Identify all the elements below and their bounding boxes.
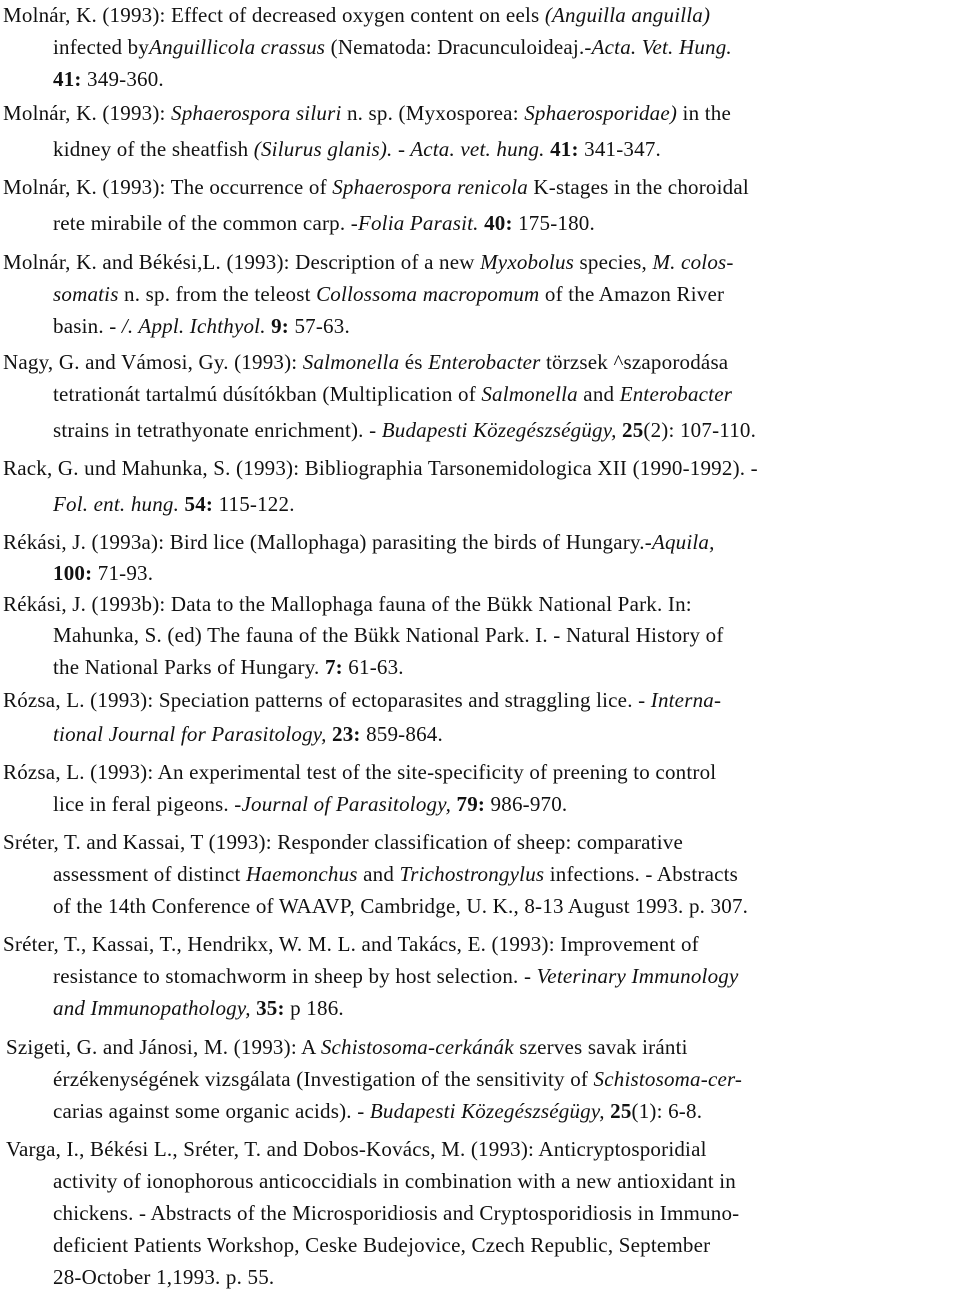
reference-continuation-line bbox=[53, 792, 567, 816]
reference-text: Rack, G. und Mahunka, S. (1993): Bibliographia Tarsonemidologica XII (1990-1992). - bbox=[3, 456, 758, 480]
reference-text: (Nematoda: Dracunculoideaj.- bbox=[325, 35, 592, 59]
reference-first-line bbox=[3, 688, 721, 712]
italic-text: Enterobacter bbox=[619, 382, 733, 406]
reference-continuation-line bbox=[53, 862, 738, 886]
reference-continuation-line bbox=[53, 211, 595, 235]
reference-continuation-line bbox=[53, 964, 739, 988]
reference-text: species, bbox=[574, 250, 653, 274]
italic-text: -Journal of Parasitology, bbox=[234, 792, 452, 816]
reference-text: the National Parks of Hungary. bbox=[53, 655, 325, 679]
reference-text: 115-122. bbox=[213, 492, 295, 516]
volume-number: 23: bbox=[332, 722, 361, 746]
reference-continuation-line bbox=[53, 1067, 742, 1091]
reference-first-line bbox=[3, 932, 699, 956]
reference-text: Molnár, K. (1993): Effect of decreased oxygen content on eels bbox=[3, 3, 545, 27]
italic-text: Enterobacter bbox=[428, 350, 541, 374]
reference-text: Rózsa, L. (1993): An experimental test of the site-specificity of preening to control bbox=[3, 760, 717, 784]
reference-text: rete mirabile of the common carp. bbox=[53, 211, 351, 235]
reference-continuation-line bbox=[53, 382, 732, 406]
italic-text: (Silurus glanis). - Acta. vet. hung. bbox=[253, 137, 545, 161]
italic-text: Sphaerospora renicola bbox=[332, 175, 528, 199]
italic-text: Schistosoma-cer- bbox=[593, 1067, 743, 1091]
reference-text: és bbox=[399, 350, 429, 374]
reference-text: assessment of distinct bbox=[53, 862, 246, 886]
reference-text: Rékási, J. (1993b): Data to the Mallophaga fauna of the Bükk National Park. In: bbox=[3, 592, 692, 616]
reference-text: 986-970. bbox=[485, 792, 568, 816]
italic-text: M. colos- bbox=[652, 250, 734, 274]
reference-text: carias against some organic acids). - bbox=[53, 1099, 370, 1123]
italic-text: Myxobolus bbox=[480, 250, 575, 274]
italic-text: Collossoma macropomum bbox=[316, 282, 540, 306]
reference-text: érzékenységének vizsgálata (Investigation of the sensitivity of bbox=[53, 1067, 594, 1091]
reference-first-line bbox=[6, 1035, 688, 1059]
reference-continuation-line bbox=[53, 1265, 274, 1289]
italic-text: Fol. ent. hung. bbox=[53, 492, 180, 516]
italic-text: Veterinary Immunology bbox=[536, 964, 739, 988]
reference-text: resistance to stomachworm in sheep by host selection. - bbox=[53, 964, 537, 988]
reference-text: activity of ionophorous anticoccidials in combination with a new antioxidant in bbox=[53, 1169, 736, 1193]
reference-text: n. sp. from the teleost bbox=[118, 282, 317, 306]
reference-first-line bbox=[3, 530, 715, 554]
reference-text: in the bbox=[677, 101, 731, 125]
reference-continuation-line bbox=[53, 35, 732, 59]
reference-text: deficient Patients Workshop, Ceske Budejovice, Czech Republic, September bbox=[53, 1233, 711, 1257]
reference-continuation-line bbox=[53, 561, 153, 585]
reference-first-line bbox=[3, 830, 683, 854]
reference-continuation-line bbox=[53, 1233, 710, 1257]
volume-number: 9: bbox=[271, 314, 290, 338]
reference-continuation-line bbox=[53, 722, 443, 746]
reference-text: Sréter, T. and Kassai, T (1993): Responder classification of sheep: comparative bbox=[3, 830, 683, 854]
italic-text: (Anguilla anguilla) bbox=[544, 3, 711, 27]
volume-number: 7: bbox=[324, 655, 343, 679]
reference-text: Varga, I., Békési L., Sréter, T. and Dobos-Kovács, M. (1993): Anticryptosporidial bbox=[6, 1137, 707, 1161]
italic-text: Sphaerospora siluri bbox=[171, 101, 342, 125]
volume-number: 41: bbox=[550, 137, 579, 161]
reference-text: Szigeti, G. and Jánosi, M. (1993): A bbox=[6, 1035, 321, 1059]
reference-text: p 186. bbox=[284, 996, 344, 1020]
reference-text: 28-October 1,1993. p. 55. bbox=[53, 1265, 275, 1289]
italic-text: and Immunopathology, bbox=[53, 996, 251, 1020]
reference-text: (2): 107-110. bbox=[643, 418, 757, 442]
reference-first-line bbox=[3, 350, 728, 374]
reference-text: of the Amazon River bbox=[539, 282, 725, 306]
italic-text: Sphaerosporidae) bbox=[524, 101, 678, 125]
reference-first-line bbox=[3, 456, 758, 480]
reference-text: 57-63. bbox=[289, 314, 350, 338]
italic-text: Interna- bbox=[650, 688, 722, 712]
italic-text: Salmonella bbox=[481, 382, 578, 406]
volume-number: 40: bbox=[484, 211, 513, 235]
reference-text: Rékási, J. (1993a): Bird lice (Mallophaga) parasiting the birds of Hungary.- bbox=[3, 530, 652, 554]
reference-continuation-line bbox=[53, 1169, 736, 1193]
reference-text: 859-864. bbox=[360, 722, 443, 746]
reference-continuation-line bbox=[53, 137, 661, 161]
italic-text: somatis bbox=[53, 282, 119, 306]
reference-text: lice in feral pigeons. bbox=[53, 792, 235, 816]
reference-continuation-line bbox=[53, 282, 724, 306]
reference-text: strains in tetrathyonate enrichment). - bbox=[53, 418, 382, 442]
reference-text: Nagy, G. and Vámosi, Gy. (1993): bbox=[3, 350, 303, 374]
italic-text: /. Appl. Ichthyol. bbox=[121, 314, 266, 338]
reference-text: and bbox=[577, 382, 620, 406]
reference-text: n. sp. (Myxosporea: bbox=[341, 101, 525, 125]
reference-text: szerves savak iránti bbox=[513, 1035, 688, 1059]
italic-text: Aquila, bbox=[651, 530, 715, 554]
reference-continuation-line bbox=[53, 314, 350, 338]
reference-text: chickens. - Abstracts of the Microsporidiosis and Cryptosporidiosis in Immuno- bbox=[53, 1201, 740, 1225]
italic-text: tional Journal for Parasitology, bbox=[53, 722, 327, 746]
italic-text: Budapesti Közegészségügy, bbox=[369, 1099, 605, 1123]
reference-continuation-line bbox=[53, 492, 295, 516]
reference-continuation-line bbox=[53, 894, 748, 918]
reference-continuation-line bbox=[53, 655, 404, 679]
reference-text: K-stages in the choroidal bbox=[527, 175, 749, 199]
volume-number: 25 bbox=[610, 1099, 632, 1123]
italic-text: Trichostrongylus bbox=[399, 862, 545, 886]
reference-continuation-line bbox=[53, 1201, 739, 1225]
italic-text: Salmonella bbox=[302, 350, 400, 374]
reference-continuation-line bbox=[53, 67, 164, 91]
italic-text: Budapesti Közegészségügy, bbox=[381, 418, 617, 442]
reference-text: 61-63. bbox=[342, 655, 404, 679]
reference-text: Sréter, T., Kassai, T., Hendrikx, W. M. L. and Takács, E. (1993): Improvement of bbox=[3, 932, 699, 956]
reference-text: Molnár, K. (1993): bbox=[3, 101, 172, 125]
reference-first-line bbox=[6, 1137, 707, 1161]
reference-text: Mahunka, S. (ed) The fauna of the Bükk National Park. I. - Natural History of bbox=[53, 623, 724, 647]
reference-text: tetrationát tartalmú dúsítókban (Multiplication of bbox=[53, 382, 482, 406]
reference-text: and bbox=[357, 862, 400, 886]
italic-text: Anguillicola crassus bbox=[149, 35, 326, 59]
reference-text: Molnár, K. and Békési,L. (1993): Description of a new bbox=[3, 250, 481, 274]
reference-first-line bbox=[3, 250, 734, 274]
volume-number: 35: bbox=[256, 996, 285, 1020]
reference-text: 71-93. bbox=[92, 561, 154, 585]
italic-text: Schistosoma-cerkánák bbox=[320, 1035, 514, 1059]
reference-continuation-line bbox=[53, 1099, 702, 1123]
volume-number: 100: bbox=[53, 561, 93, 585]
reference-text: kidney of the sheatfish bbox=[53, 137, 254, 161]
volume-number: 25 bbox=[622, 418, 644, 442]
reference-continuation-line bbox=[53, 996, 344, 1020]
reference-text: törzsek ^szaporodása bbox=[540, 350, 729, 374]
reference-text: (1): 6-8. bbox=[631, 1099, 703, 1123]
reference-text: 175-180. bbox=[512, 211, 595, 235]
volume-number: 79: bbox=[456, 792, 486, 816]
reference-first-line bbox=[3, 3, 710, 27]
reference-first-line bbox=[3, 760, 716, 784]
reference-text: infections. - Abstracts bbox=[544, 862, 739, 886]
reference-text: infected by bbox=[53, 35, 150, 59]
reference-text: 341-347. bbox=[578, 137, 661, 161]
reference-text: Rózsa, L. (1993): Speciation patterns of ectoparasites and straggling lice. - bbox=[3, 688, 651, 712]
reference-continuation-line bbox=[53, 623, 724, 647]
reference-continuation-line bbox=[53, 418, 756, 442]
volume-number: 41: bbox=[53, 67, 82, 91]
italic-text: Haemonchus bbox=[246, 862, 358, 886]
reference-first-line bbox=[3, 175, 749, 199]
volume-number: 54: bbox=[184, 492, 214, 516]
reference-text: of the 14th Conference of WAAVP, Cambridge, U. K., 8-13 August 1993. p. 307. bbox=[53, 894, 749, 918]
reference-first-line bbox=[3, 592, 692, 616]
reference-text: Molnár, K. (1993): The occurrence of bbox=[3, 175, 333, 199]
italic-text: Acta. Vet. Hung. bbox=[591, 35, 732, 59]
reference-text: 349-360. bbox=[81, 67, 164, 91]
reference-text: basin. - bbox=[53, 314, 122, 338]
italic-text: -Folia Parasit. bbox=[350, 211, 479, 235]
reference-first-line bbox=[3, 101, 731, 125]
